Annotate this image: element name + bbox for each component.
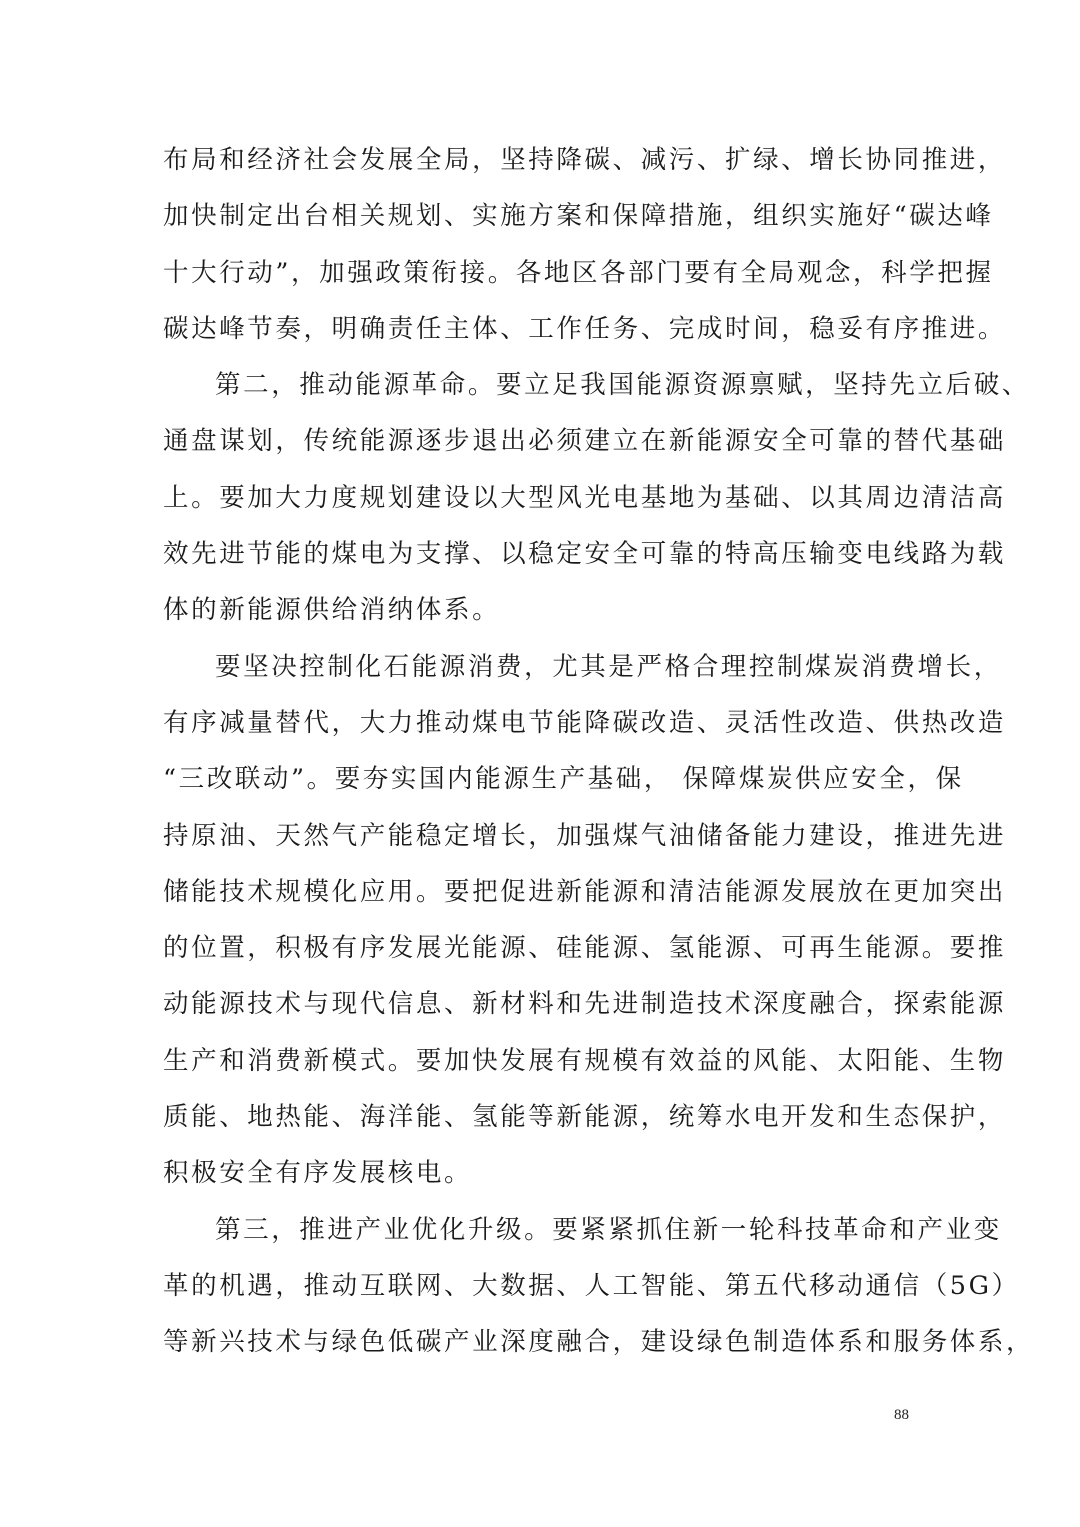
text-line: 质能、地热能、海洋能、氢能等新能源，统筹水电开发和生态保护， [163,1102,1007,1133]
text-line: 效先进节能的煤电为支撑、以稳定安全可靠的特高压输变电线路为载 [163,539,1007,570]
text-line: “三改联动”。要夯实国内能源生产基础， 保障煤炭供应安全，保 [163,764,964,795]
text-line: 革的机遇，推动互联网、大数据、人工智能、第五代移动通信（5G） [163,1270,1020,1301]
text-line: 上。要加大力度规划建设以大型风光电基地为基础、以其周边清洁高 [163,482,1007,513]
text-line: 生产和消费新模式。要加快发展有规模有效益的风能、太阳能、生物 [163,1045,1007,1076]
paragraph-start-line: 第三，推进产业优化升级。要紧紧抓住新一轮科技革命和产业变 [215,1214,1002,1245]
page-number: 88 [894,1407,909,1423]
text-line: 积极安全有序发展核电。 [163,1158,473,1189]
text-line: 布局和经济社会发展全局，坚持降碳、减污、扩绿、增长协同推进， [163,145,1007,175]
text-line: 加快制定出台相关规划、实施方案和保障措施，组织实施好“碳达峰 [163,201,994,232]
text-line: 有序减量替代，大力推动煤电节能降碳改造、灵活性改造、供热改造 [163,707,1007,738]
text-line: 持原油、天然气产能稳定增长，加强煤气油储备能力建设，推进先进 [163,820,1007,851]
text-line: 储能技术规模化应用。要把促进新能源和清洁能源发展放在更加突出 [163,876,1007,907]
text-line: 的位置，积极有序发展光能源、硅能源、氢能源、可再生能源。要推 [163,933,1007,964]
text-line: 体的新能源供给消纳体系。 [163,595,501,626]
paragraph-start-line: 第二，推动能源革命。要立足我国能源资源禀赋，坚持先立后破、 [215,370,1030,401]
text-line: 碳达峰节奏，明确责任主体、工作任务、完成时间，稳妥有序推进。 [163,313,1007,344]
text-line: 通盘谋划，传统能源逐步退出必须建立在新能源安全可靠的替代基础 [163,426,1007,457]
text-line: 十大行动”，加强政策衔接。各地区各部门要有全局观念，科学把握 [163,257,994,288]
text-line: 等新兴技术与绿色低碳产业深度融合，建设绿色制造体系和服务体系， [163,1327,1035,1358]
text-line: 动能源技术与现代信息、新材料和先进制造技术深度融合，探索能源 [163,989,1007,1020]
paragraph-start-line: 要坚决控制化石能源消费，尤其是严格合理控制煤炭消费增长， [215,651,1002,682]
body-text [163,137,1035,1376]
